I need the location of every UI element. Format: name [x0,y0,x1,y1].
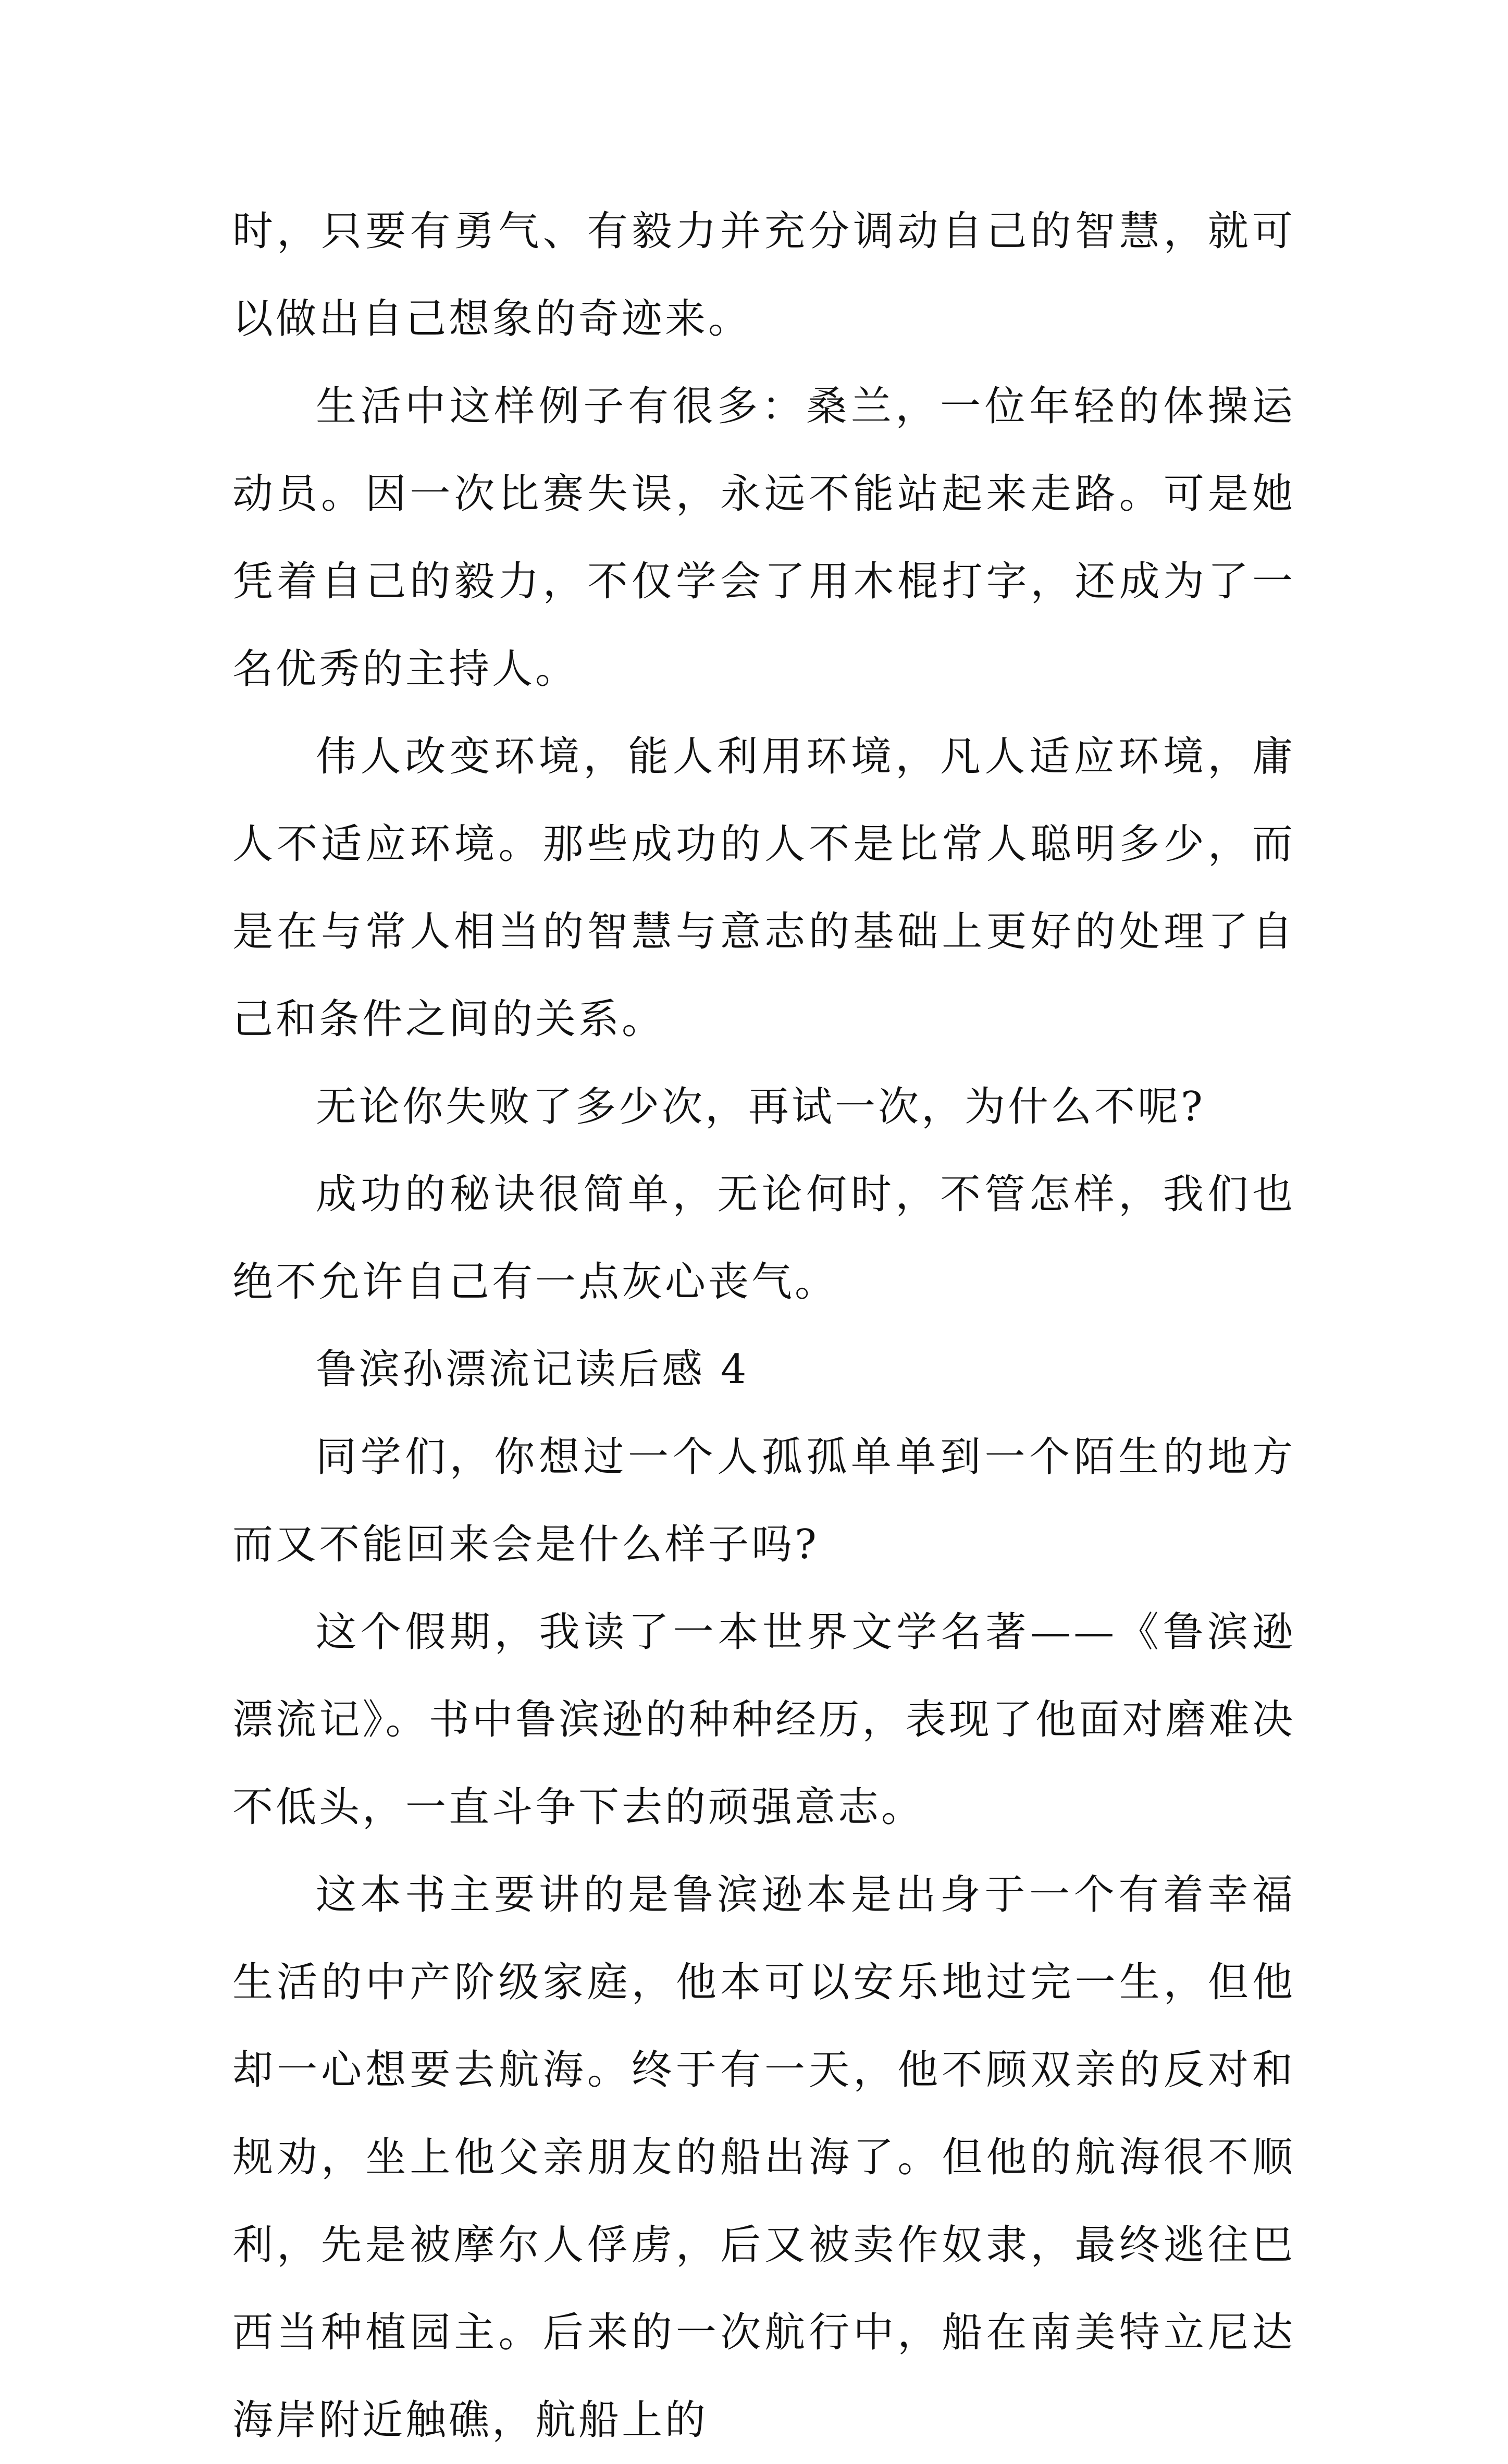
section-heading: 鲁滨孙漂流记读后感 4 [316,1346,749,1393]
paragraph-question: 同学们，你想过一个人孤孤单单到一个陌生的地方而又不能回来会是什么样子吗? [232,1434,1295,1568]
paragraph-environment: 伟人改变环境，能人利用环境，凡人适应环境，庸人不适应环境。那些成功的人不是比常人聪明多少，而是在与常人相当的智慧与意志的基础上更好的处理了自己和条件之间的关系。 [232,733,1295,1043]
paragraph-continuation: 时，只要有勇气、有毅力并充分调动自己的智慧，就可以做出自己想象的奇迹来。 [232,208,1295,342]
paragraph-sanglan-example: 生活中这样例子有很多：桑兰，一位年轻的体操运动员。因一次比赛失误，永远不能站起来走路。可是她凭着自己的毅力，不仅学会了用木棍打字，还成为了一名优秀的主持人。 [232,383,1295,693]
paragraph-try-again: 无论你失败了多少次，再试一次，为什么不呢? [316,1083,1205,1130]
paragraph-book-summary: 这本书主要讲的是鲁滨逊本是出身于一个有着幸福生活的中产阶级家庭，他本可以安乐地过完一生，但他却一心想要去航海。终于有一天，他不顾双亲的反对和规劝，坐上他父亲朋友的船出海了。但他的航海很不顺利，先是被摩尔人俘虏，后又被卖作奴隶，最终逃往巴西当种植园主。后来的一次航行中，船在南美特立尼达海岸附近触礁，航船上的 [232,1871,1295,2444]
paragraph-holiday-reading: 这个假期，我读了一本世界文学名著——《鲁滨逊漂流记》。书中鲁滨逊的种种经历，表现了他面对磨难决不低头，一直斗争下去的顽强意志。 [232,1609,1295,1831]
body-text [232,188,1295,2464]
paragraph-secret-of-success: 成功的秘诀很简单，无论何时，不管怎样，我们也绝不允许自己有一点灰心丧气。 [232,1171,1295,1305]
